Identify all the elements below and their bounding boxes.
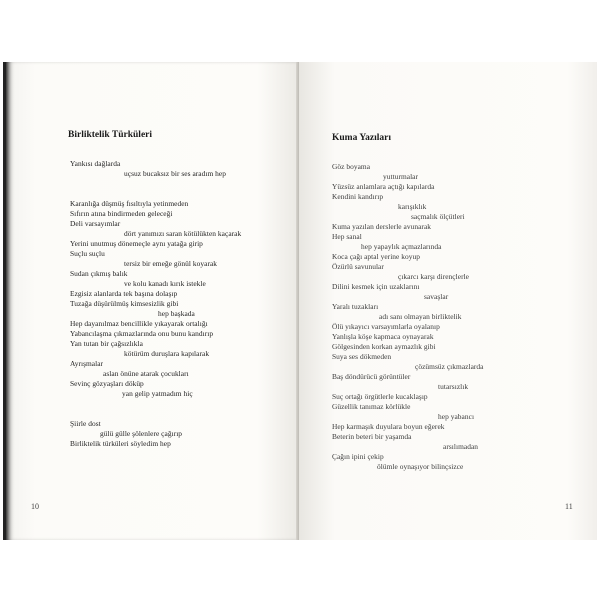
poem-line: çıkarcı karşı dirençlerle bbox=[398, 272, 470, 281]
poem-line: Dilini kesmek için uzaklarını bbox=[332, 282, 420, 291]
poem-line: Hep sanal bbox=[332, 232, 362, 241]
poem-line: Kuma yazılan derslerle avunarak bbox=[332, 222, 432, 231]
poem-line: Ezgisiz alanlarda tek başına dolaşıp bbox=[70, 289, 178, 298]
poem-line: Birliktelik türküleri söyledim hep bbox=[70, 439, 171, 448]
poem-line: ve kolu kanadı kırık istekle bbox=[124, 279, 206, 288]
poem-line: Suya ses dökmeden bbox=[332, 352, 392, 361]
poem-line: Ölü yıkayıcı varsayımlarla oyalanıp bbox=[332, 322, 440, 331]
poem-line: Yerini unutmuş dönemeçle aynı yatağa girip bbox=[70, 239, 203, 248]
poem-line: çözümsüz çıkmazlarda bbox=[415, 362, 484, 371]
poem-line: Sevinç gözyaşları döküp bbox=[70, 379, 144, 388]
poem-line: Gölgesinden korkan aymazlık gibi bbox=[332, 342, 436, 351]
poem-line: Hep dayanılmaz bencillikle yıkayarak ortalığı bbox=[70, 319, 208, 328]
poem-line: Beterin beteri bir yaşamda bbox=[332, 432, 412, 441]
poem-line: Kendini kandırıp bbox=[332, 192, 384, 201]
poem-line: Güzellik tanımaz körlükle bbox=[332, 402, 411, 411]
poem-line: yutturmalar bbox=[383, 172, 419, 181]
poem-line: hep yapaylık açmazlarında bbox=[361, 242, 442, 251]
poem-line: gülü gülle şölenlere çağırıp bbox=[100, 429, 183, 438]
poem-title-right: Kuma Yazıları bbox=[332, 133, 392, 143]
poem-line: Baş döndürücü görüntüler bbox=[332, 372, 411, 381]
poem-line: Sudan çıkmış balık bbox=[70, 269, 128, 278]
poem-line: tersiz bir emeğe gönül koyarak bbox=[124, 259, 218, 268]
poem-title-left: Birliktelik Türküleri bbox=[68, 130, 153, 140]
poem-line: Özürlü savunular bbox=[332, 262, 384, 271]
poem-line: dört yanımızı saran kötülükten kaçarak bbox=[124, 229, 242, 238]
right-page bbox=[299, 62, 597, 540]
poem-line: hep yabancı bbox=[438, 412, 475, 421]
poem-line: tutarsızlık bbox=[438, 382, 469, 391]
poem-line: Yüzsüz anlamlara açtığı kapılarda bbox=[332, 182, 435, 191]
poem-line: yan gelip yatmadım hiç bbox=[122, 389, 193, 398]
poem-line: Yanlışla köşe kapmaca oynayarak bbox=[332, 332, 434, 341]
poem-line: adı sanı olmayan birliktelik bbox=[379, 312, 462, 321]
poem-line: Suç ortağı örgütlerle kucaklaşıp bbox=[332, 392, 428, 401]
poem-line: hep başkada bbox=[158, 309, 195, 318]
page-number-right: 11 bbox=[565, 502, 573, 511]
poem-line: arsılımadan bbox=[443, 442, 479, 451]
poem-line: Çağın ipini çekip bbox=[332, 452, 384, 461]
poem-line: karışıklık bbox=[398, 202, 427, 211]
poem-line: Yankısı dağlarda bbox=[70, 159, 121, 168]
poem-line: kötürüm duruşlara kapılarak bbox=[124, 349, 210, 358]
poem-line: aslan önüne atarak çocukları bbox=[103, 369, 189, 378]
left-page bbox=[3, 62, 302, 540]
poem-line: uçsuz bucaksız bir ses aradım hep bbox=[124, 169, 227, 178]
poem-line: Yaralı tuzakları bbox=[332, 302, 379, 311]
poem-line: Suçlu suçlu bbox=[70, 249, 105, 258]
poem-line: Deli varsayımlar bbox=[70, 219, 121, 228]
poem-line: Karanlığa düşmüş fısıltıyla yetinmeden bbox=[70, 199, 189, 208]
poem-line: ölümle oynaşıyor bilinçsizce bbox=[377, 462, 464, 471]
poem-line: Hep karmaşık duyulara boyun eğerek bbox=[332, 422, 445, 431]
poem-line: Yabancılaşma çıkmazlarında onu bunu kandırıp bbox=[70, 329, 214, 338]
open-book bbox=[0, 62, 600, 540]
poem-line: Koca çağı aptal yerine koyup bbox=[332, 252, 420, 261]
poem-line: Şiirle dost bbox=[70, 419, 101, 428]
poem-line: Yan tutan bir çağsızlıkla bbox=[70, 339, 143, 348]
poem-line: Sıfırın atına bindirmeden geleceği bbox=[70, 209, 173, 218]
poem-line: Göz boyama bbox=[332, 162, 371, 171]
poem-line: Tuzağa düşürülmüş kimsesizlik gibi bbox=[70, 299, 179, 308]
poem-line: savaşlar bbox=[424, 292, 449, 301]
poem-line: Ayrışmalar bbox=[70, 359, 104, 368]
poem-line: saçmalık ölçütleri bbox=[411, 212, 465, 221]
page-number-left: 10 bbox=[31, 502, 39, 511]
